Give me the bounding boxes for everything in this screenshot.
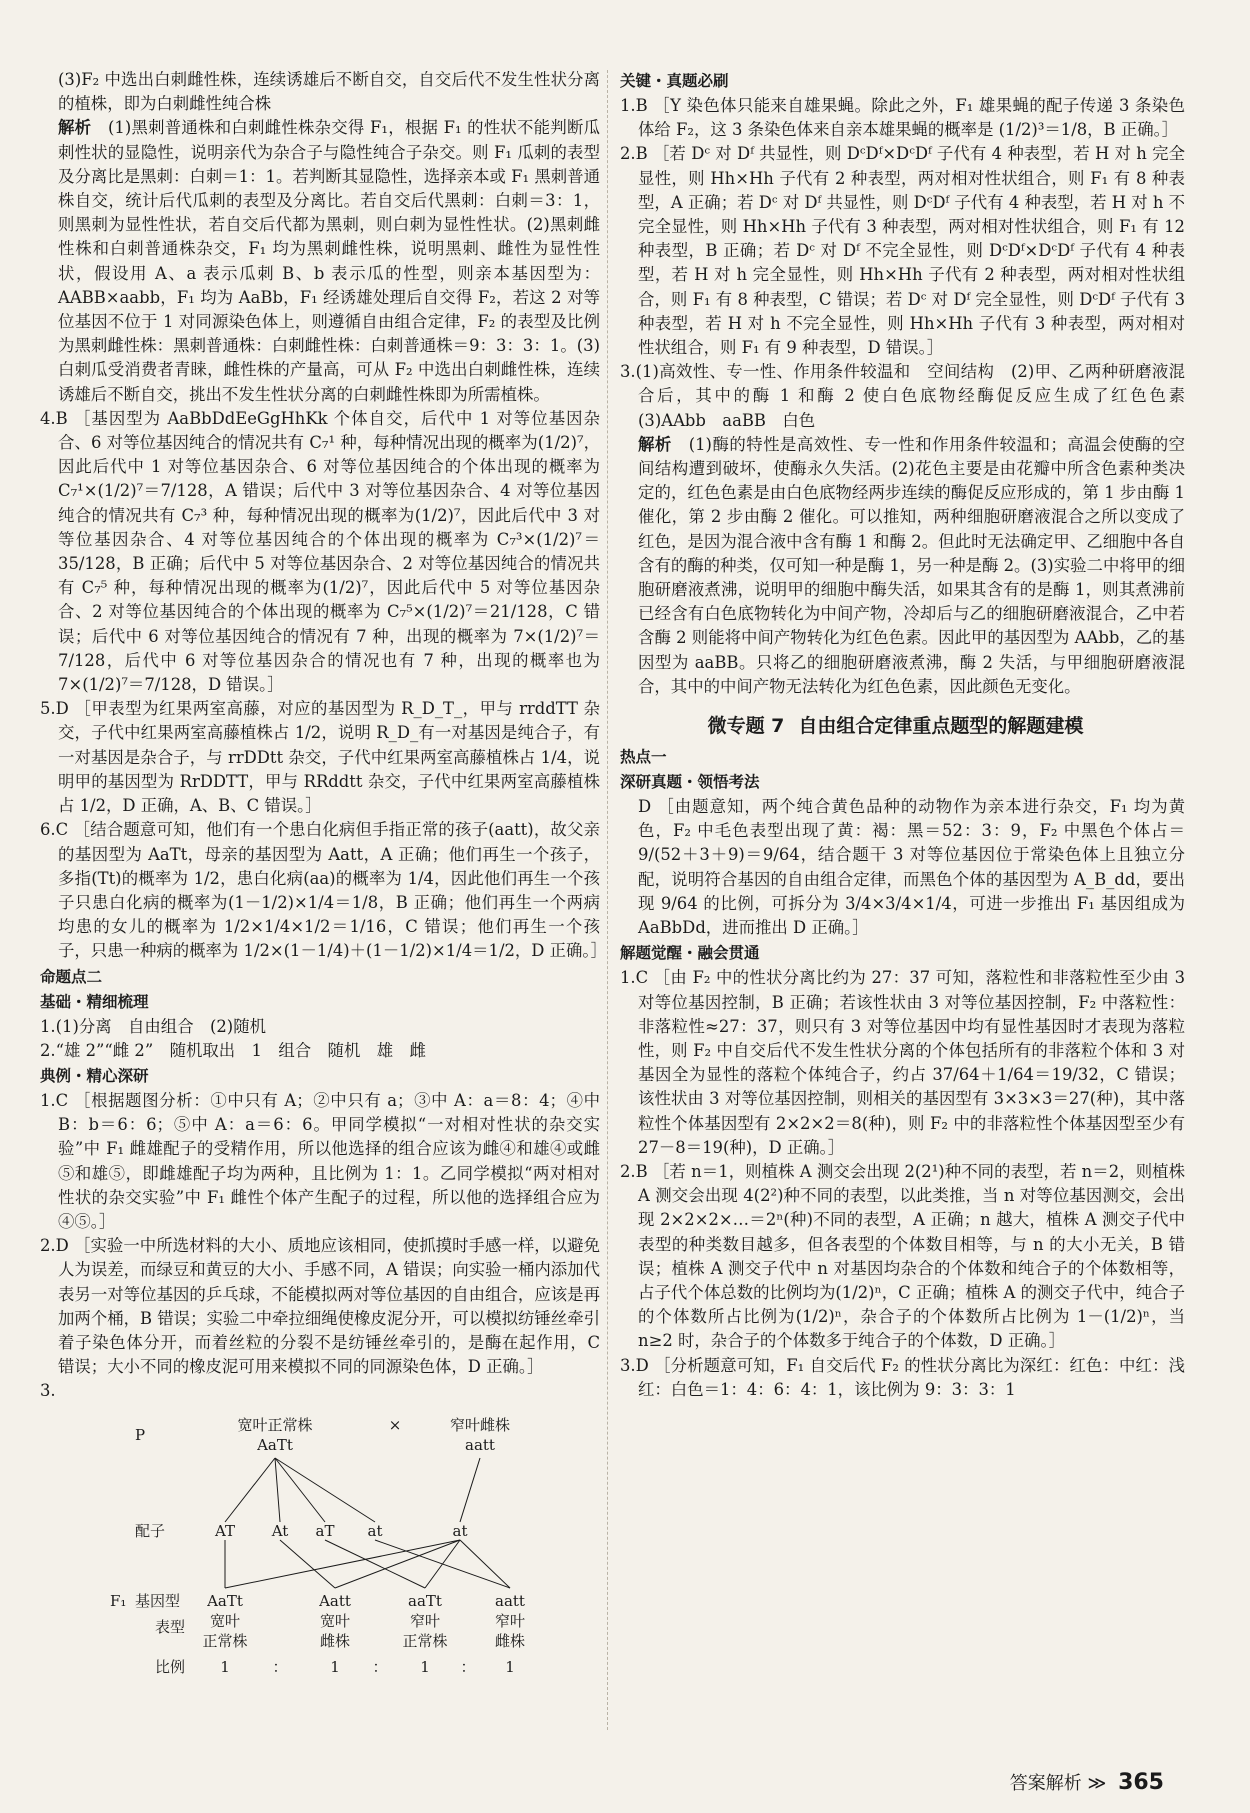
page-footer [1010,1769,1164,1795]
topic-number: 微专题 7 [707,715,785,738]
key-3-analysis [620,433,1185,699]
ratio-4: 1 [505,1657,515,1676]
aware-2: 2.B ［若 n＝1，则植株 A 测交会出现 2(2¹)种不同的表型，若 n＝2，则植株 A 测交会出现 4(2²)种不同的表型，以此类推，当 n 对等位基因测交，会出现 2×2×2×…＝2ⁿ(种)不同的表型，A 正确；n 越大，植株 A 测交子代中表型的种类数目越多，但各表型的个体数目相等，与 n 的大小无关，B 错误；植株 A 测交子代中 n 对基因均杂合的个体数和纯合子的个体数相等，占子代个体总数的比例均为(1/2)ⁿ，C 正确；植株 A 的测交子代中，纯合子的个体数所占比例为(1/2)ⁿ，杂合子的个体数所占比例为 1－(1/2)ⁿ，当 n≥2 时，杂合子的个体数多于纯合子的个体数，D 正确。］ [620,1161,1185,1351]
deep-answer: D ［由题意知，两个纯合黄色品种的动物作为亲本进行杂交，F₁ 均为黄色，F₂ 中毛色表型出现了黄：褐：黑＝52：3：9，F₂ 中黑色个体占＝9/(52＋3＋9)＝9/64，结合题干 3 对等位基因位于常染色体上且独立分配，说明符合基因的自由组合定律，而黑色个体的基因型为 A_B_dd，要出现 9/64 的比例，可拆分为 3/4×3/4×1/4，可进一步推出 F₁ 基因组成为 AaBbDd，进而推出 D 正确。］ [638,797,1185,938]
key-1: 1.B ［Y 染色体只能来自雄果蝇。除此之外，F₁ 雄果蝇的配子传递 3 条染色体给 F₂，这 3 条染色体来自亲本雄果蝇的概率是 (1/2)³＝1/8，B 正确。］ [620,96,1185,140]
examples-heading: 典例・精心深研 [40,1066,149,1085]
gamete-1: AT [214,1521,236,1540]
gamete-4: at [367,1521,383,1540]
footer-arrows: ≫ [1087,1773,1107,1794]
example-2: 2.D ［实验一中所选材料的大小、质地应该相同，使抓摸时手感一样，以避免人为误差，而绿豆和黄豆的大小、手感不同，A 错误；向实验一桶内添加代表另一对等位基因的乒乓球，不能模拟两对等位基因的自由组合，应该是再加两个桶，B 错误；实验二中牵拉细绳使橡皮泥分开，可以模拟纺锤丝牵引着子染色体分开，而着丝粒的分裂不是纺锤丝牵引的，是酶在起作用，C 错误；大小不同的橡皮泥可用来模拟不同的同源染色体，D 正确。］ [40,1236,600,1377]
f1-pheno-3b: 正常株 [402,1631,448,1650]
phenotype-label: 表型 [155,1617,186,1636]
gamete-label: 配子 [135,1521,166,1540]
line-m-g1 [225,1540,460,1588]
section-heading-2: 命题点二 [40,967,103,986]
page-number: 365 [1118,1770,1164,1795]
ratio-label: 比例 [155,1657,186,1676]
gamete-male: at [452,1521,468,1540]
column-divider [607,70,608,1730]
male-genotype: aatt [465,1435,495,1454]
line-m-at [460,1458,480,1522]
topic-title [620,711,1185,741]
line-g2 [280,1540,335,1588]
answer-6: 6.C ［结合题意可知，他们有一个患白化病但手指正常的孩子(aatt)，故父亲的基因型为 AaTt，母亲的基因型为 Aatt，A 正确；他们再生一个孩子，多指(Tt)的概率为 1/2，患白化病(aa)的概率为 1/4，因此他们再生一个孩子只患白化病的概率为(1－1/2)×1/4＝1/8，B 正确；他们再生一个两病均患的女儿的概率为 1/2×1/4×1/2＝1/16，C 错误；他们再生一个孩子，只患一种病的概率为 1/2×(1－1/4)＋(1－1/2)×1/4＝1/2，D 正确。］ [40,820,607,961]
female-phenotype: 宽叶正常株 [237,1415,313,1434]
f1-pheno-4a: 窄叶 [494,1611,526,1630]
aware-1: 1.C ［由 F₂ 中的性状分离比约为 27：37 可知，落粒性和非落粒性至少由 3 对等位基因控制，B 正确；若该性状由 3 对等位基因控制，F₂ 中落粒性：非落粒性≈27：37，则只有 3 对等位基因中均有显性基因时才表现为落粒性，则 F₂ 中自交后代不发生性状分离的个体包括所有的非落粒个体和 3 对基因全为显性的落粒个体纯合子，约占 37/64＋1/64＝19/32，C 错误；该性状由 3 对等位基因控制，则相关的基因型有 3×3×3＝27(种)，其中落粒性个体基因型有 2×2×2＝8(种)，则 F₂ 中的非落粒性个体基因型至少有 27－8＝19(种)，D 正确。］ [620,968,1185,1157]
p-label: P [135,1425,146,1444]
ratio-colon-3: ： [460,1657,476,1676]
f1-genotype-1: AaTt [207,1591,243,1610]
q3-analysis [40,116,600,406]
answer-5: 5.D ［甲表型为红果两室高藤，对应的基因型为 R_D_T_，甲与 rrddTT 杂交，子代中红果两室高藤植株占 1/2，说明 R_D_有一对基因是纯合子，有一对基因是杂合子，与 rrDDtt 杂交，子代中红果两室高藤植株占 1/4，说明甲的基因型为 RrDDTT，甲与 RRddtt 杂交，子代中红果两室高藤植株占 1/2，D 正确，A、B、C 错误。］ [40,699,600,816]
right-column [620,68,1202,1402]
ratio-2: 1 [330,1657,340,1676]
key-heading: 关键・真题必刷 [620,72,729,90]
topic-name: 自由组合定律重点题型的解题建模 [798,715,1084,738]
deep-heading: 深研真题・领悟考法 [620,773,760,792]
f1-genotype-2: Aatt [319,1591,351,1610]
line-f-At [275,1458,280,1522]
line-f-aT [275,1458,325,1522]
basics-2: 2.“雄 2”“雌 2” 随机取出 1 组合 随机 雄 雌 [40,1040,426,1060]
example-3-label: 3. [40,1381,56,1401]
footer-label: 答案解析 [1009,1773,1082,1794]
example-1: 1.C ［根据题图分析：①中只有 A；②中只有 a；③中 A：a＝8：4；④中 B：b＝6：6；⑤中 A：a＝6：6。甲同学模拟“一对相对性状的杂交实验”中 F₁ 雌雄配子的受精作用，所以他选择的组合应该为雌④和雄④或雌⑤和雄⑤，即雌雄配子均为两种，且比例为 1：1。乙同学模拟“两对相对性状的杂交实验”中 F₁ 雌性个体产生配子的过程，所以他的选择组合应为④⑤。］ [40,1090,600,1231]
cross-diagram [40,1410,600,1680]
analysis-label: 解析 [58,118,92,138]
line-f-at [275,1458,375,1522]
line-m-g4 [460,1540,510,1588]
q3-continuation: (3)F₂ 中选出白刺雌性株，连续诱雄后不断自交，自交后代不发生性状分离的植株，即为白刺雌性纯合株 [58,70,600,114]
f1-pheno-3a: 窄叶 [409,1611,441,1630]
hot-heading: 热点一 [620,748,667,767]
analysis-text: (1)黑刺普通株和白刺雌性株杂交得 F₁，根据 F₁ 的性状不能判断瓜刺性状的显隐性，说明亲代为杂合子与隐性纯合子杂交。则 F₁ 瓜刺的表型及分离比是黑刺：白刺＝1：1。若判断其显隐性，选择亲本或 F₁ 黑刺普通株自交，统计后代瓜刺的表型及分离比。若自交后代黑刺：白刺＝3：1，则黑刺为显性性状，若自交后代都为黑刺，则白刺为显性性状。(2)黑刺雌性株和白刺普通株杂交，F₁ 均为黑刺雌性株，说明黑刺、雌性为显性性状，假设用 A、a 表示瓜刺 B、b 表示瓜的性型，则亲本基因型为：AABB×aabb，F₁ 均为 AaBb，F₁ 经诱雄处理后自交得 F₂，若这 2 对等位基因不位于 1 对同源染色体上，则遵循自由组合定律，F₂ 的表型及比例为黑刺雌性株：黑刺普通株：白刺雌性株：白刺普通株＝9：3：3：1。(3)白刺瓜受消费者青睐，雌性株的产量高，可从 F₂ 中选出白刺雌性株，连续诱雄后不断自交，挑出不发生性状分离的白刺雌性株即为所需植株。 [58,118,601,404]
gamete-2: At [271,1521,289,1540]
line-g3 [325,1540,425,1588]
female-genotype: AaTt [257,1435,293,1454]
ratio-colon-2: ： [372,1657,388,1676]
ratio-3: 1 [420,1657,430,1676]
f1-pheno-4b: 雌株 [494,1631,526,1650]
basics-heading: 基础・精细梳理 [40,992,149,1011]
key-3: 3.(1)高效性、专一性、作用条件较温和 空间结构 (2)甲、乙两种研磨液混合后，其中的酶 1 和酶 2 使白色底物经酶促反应生成了红色色素 (3)AAbb aaBB 白色 [620,362,1202,430]
line-f-AT [225,1458,275,1522]
f1-pheno-2a: 宽叶 [319,1611,351,1630]
f1-pheno-1a: 宽叶 [209,1611,241,1630]
key-3-analysis-text: (1)酶的特性是高效性、专一性和作用条件较温和；高温会使酶的空间结构遭到破坏，使酶永久失活。(2)花色主要是由花瓣中所含色素种类决定的，红色色素是由白色底物经两步连续的酶促反应形成的，第 1 步由酶 1 催化，第 2 步由酶 2 催化。可以推知，两种细胞研磨液混合之所以变成了红色，是因为混合液中含有酶 1 和酶 2。但此时无法确定甲、乙细胞中各自含有的酶的种类，仅可知一种是酶 1，另一种是酶 2。(3)实验二中将甲的细胞研磨液煮沸，说明甲的细胞中酶失活，如果其含有的是酶 1，则其煮沸前已经含有白色底物转化为中间产物，冷却后与乙的细胞研磨液混合，乙中若含酶 2 则能将中间产物转化为红色色素。因此甲的基因型为 AAbb，乙的基因型为 aaBB。只将乙的细胞研磨液煮沸，酶 2 失活，与甲细胞研磨液混合，其中的中间产物无法转化为红色色素，因此颜色无变化。 [638,434,1186,696]
f1-label: F₁ [110,1591,127,1610]
cross-symbol: × [388,1415,402,1434]
male-phenotype: 窄叶雌株 [449,1415,511,1434]
ratio-colon-1: ： [272,1657,288,1676]
f1-pheno-2b: 雌株 [319,1631,351,1650]
f1-pheno-1b: 正常株 [202,1631,248,1650]
left-column [40,68,607,1687]
answer-4: 4.B ［基因型为 AaBbDdEeGgHhKk 个体自交，后代中 1 对等位基因杂合、6 对等位基因纯合的情况共有 C₇¹ 种，每种情况出现的概率为(1/2)⁷，因此后代中 1 对等位基因杂合、6 对等位基因纯合的个体出现的概率为 C₇¹×(1/2)⁷＝7/128，A 错误；后代中 3 对等位基因杂合、4 对等位基因纯合的情况共有 C₇³ 种，每种情况出现的概率为(1/2)⁷，因此后代中 3 对等位基因杂合、4 对等位基因纯合的个体出现的概率为 C₇³×(1/2)⁷＝35/128，B 正确；后代中 5 对等位基因杂合、2 对等位基因纯合的情况共有 C₇⁵ 种，每种情况出现的概率为(1/2)⁷，因此后代中 5 对等位基因杂合、2 对等位基因纯合的个体出现的概率为 C₇⁵×(1/2)⁷＝21/128，C 错误；后代中 6 对等位基因纯合的情况有 7 种，出现的概率为 7×(1/2)⁷＝7/128，后代中 6 对等位基因杂合的情况也有 7 种，出现的概率也为 7×(1/2)⁷＝7/128，D 错误。］ [40,408,600,695]
aware-3: 3.D ［分析题意可知，F₁ 自交后代 F₂ 的性状分离比为深红：红色：中红：浅红：白色＝1：4：6：4：1，该比例为 9：3：3：1 [620,1355,1185,1399]
basics-1: 1.(1)分离 自由组合 (2)随机 [40,1016,266,1036]
f1-genotype-4: aatt [495,1591,525,1610]
ratio-1: 1 [220,1657,230,1676]
genotype-label: 基因型 [135,1591,181,1610]
analysis-label-right: 解析 [638,434,672,454]
f1-genotype-3: aaTt [408,1591,442,1610]
aware-heading: 解题觉醒・融会贯通 [620,944,760,963]
key-2: 2.B ［若 Dᶜ 对 Dᶠ 共显性，则 DᶜDᶠ×DᶜDᶠ 子代有 4 种表型，若 H 对 h 完全显性，则 Hh×Hh 子代有 2 种表型，两对相对性状组合，则 F₁ 有 8 种表型，A 正确；若 Dᶜ 对 Dᶠ 共显性，则 DᶜDᶠ 子代有 4 种表型，若 H 对 h 不完全显性，则 Hh×Hh 子代有 3 种表型，两对相对性状组合，则 F₁ 有 12 种表型，B 正确；若 Dᶜ 对 Dᶠ 不完全显性，则 DᶜDᶠ×DᶜDᶠ 子代有 4 种表型，若 H 对 h 完全显性，则 Hh×Hh 子代有 2 种表型，两对相对性状组合，则 F₁ 有 8 种表型，C 错误；若 Dᶜ 对 Dᶠ 完全显性，则 DᶜDᶠ 子代有 3 种表型，若 H 对 h 不完全显性，则 Hh×Hh 子代有 3 种表型，两对相对性状组合，则 F₁ 有 9 种表型，D 错误。］ [620,144,1185,358]
gamete-3: aT [315,1521,335,1540]
